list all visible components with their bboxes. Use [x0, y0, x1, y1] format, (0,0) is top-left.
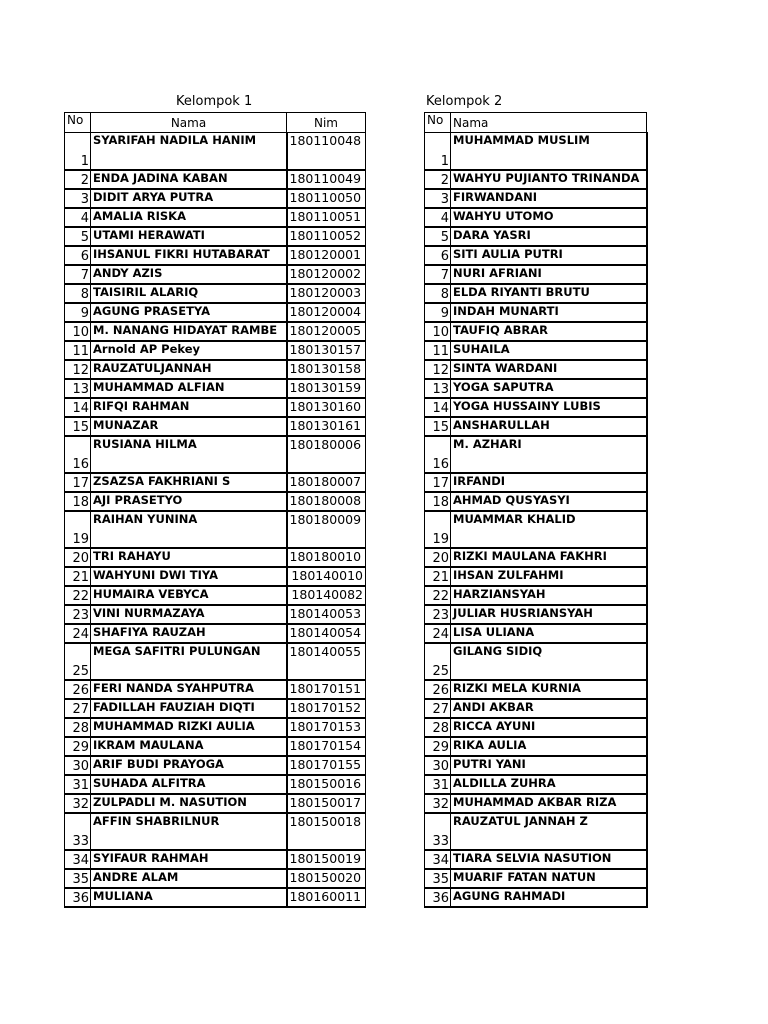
row-number: 23: [425, 605, 451, 624]
row-number: 6: [425, 246, 451, 265]
row-number: 19: [425, 511, 451, 548]
row-number: 28: [65, 718, 91, 737]
group2-header-row: [425, 113, 647, 133]
table-row: [425, 605, 647, 624]
row-number: 21: [65, 567, 91, 586]
row-number: 9: [65, 303, 91, 322]
row-number: 14: [425, 398, 451, 417]
table-row: [425, 567, 647, 586]
row-number: 10: [65, 322, 91, 341]
row-number: 8: [65, 284, 91, 303]
table-row: [65, 756, 366, 775]
student-nim: 180110049: [287, 170, 366, 189]
row-number: 17: [65, 473, 91, 492]
table-row: [65, 189, 366, 208]
student-name: MEGA SAFITRI PULUNGAN: [91, 643, 287, 680]
student-name: SINTA WARDANI: [451, 360, 647, 379]
student-nim: 180130160: [287, 398, 366, 417]
row-number: 27: [65, 699, 91, 718]
table-row: [65, 794, 366, 813]
student-name: ANDI AKBAR: [451, 699, 647, 718]
student-name: AGUNG PRASETYA: [91, 303, 287, 322]
student-name: RAUZATULJANNAH: [91, 360, 287, 379]
student-name: TIARA SELVIA NASUTION: [451, 850, 647, 869]
student-nim: 180180006: [287, 436, 366, 473]
table-row: [65, 586, 366, 605]
table-row: [425, 624, 647, 643]
table-row: [65, 813, 366, 850]
student-name: ALDILLA ZUHRA: [451, 775, 647, 794]
student-name: VINI NURMAZAYA: [91, 605, 287, 624]
student-nim: 180120001: [287, 246, 366, 265]
student-nim: 180120003: [287, 284, 366, 303]
table-row: [425, 737, 647, 756]
student-nim: 180170153: [287, 718, 366, 737]
row-number: 22: [65, 586, 91, 605]
student-nim: 180170151: [287, 680, 366, 699]
row-number: 1: [425, 133, 451, 170]
row-number: 25: [425, 643, 451, 680]
row-number: 19: [65, 511, 91, 548]
student-name: JULIAR HUSRIANSYAH: [451, 605, 647, 624]
student-name: MUHAMMAD MUSLIM: [451, 133, 647, 170]
student-name: ANSHARULLAH: [451, 417, 647, 436]
student-name: HUMAIRA VEBYCA: [91, 586, 287, 605]
student-nim: 180150018: [287, 813, 366, 850]
row-number: 9: [425, 303, 451, 322]
student-name: GILANG SIDIQ: [451, 643, 647, 680]
table-row: [425, 303, 647, 322]
table-row: [65, 133, 366, 170]
table-row: [425, 794, 647, 813]
table-row: [65, 567, 366, 586]
student-name: AGUNG RAHMADI: [451, 888, 647, 907]
student-name: INDAH MUNARTI: [451, 303, 647, 322]
student-nim: 180140055: [287, 643, 366, 680]
row-number: 17: [425, 473, 451, 492]
student-name: RUSIANA HILMA: [91, 436, 287, 473]
student-name: RIFQI RAHMAN: [91, 398, 287, 417]
student-name: AFFIN SHABRILNUR: [91, 813, 287, 850]
student-nim: 180170152: [287, 699, 366, 718]
student-name: AMALIA RISKA: [91, 208, 287, 227]
table-row: [65, 850, 366, 869]
row-number: 32: [425, 794, 451, 813]
student-nim: 180130157: [287, 341, 366, 360]
row-number: 34: [65, 850, 91, 869]
row-number: 29: [65, 737, 91, 756]
student-name: RIKA AULIA: [451, 737, 647, 756]
student-name: MUNAZAR: [91, 417, 287, 436]
row-number: 34: [425, 850, 451, 869]
row-number: 18: [65, 492, 91, 511]
student-name: M. AZHARI: [451, 436, 647, 473]
table-row: [425, 284, 647, 303]
student-name: ZSAZSA FAKHRIANI S: [91, 473, 287, 492]
row-number: 26: [65, 680, 91, 699]
table-row: [65, 718, 366, 737]
student-nim: 180120005: [287, 322, 366, 341]
row-number: 7: [65, 265, 91, 284]
table-row: [65, 624, 366, 643]
row-number: 20: [65, 548, 91, 567]
row-number: 31: [65, 775, 91, 794]
row-number: 1: [65, 133, 91, 170]
student-name: FIRWANDANI: [451, 189, 647, 208]
student-name: SUHAILA: [451, 341, 647, 360]
row-number: 3: [425, 189, 451, 208]
row-number: 36: [425, 888, 451, 907]
table-row: [425, 775, 647, 794]
row-number: 31: [425, 775, 451, 794]
row-number: 6: [65, 246, 91, 265]
student-name: WAHYU UTOMO: [451, 208, 647, 227]
row-number: 18: [425, 492, 451, 511]
student-name: TRI RAHAYU: [91, 548, 287, 567]
table-row: [65, 492, 366, 511]
student-nim: 180140010: [287, 567, 366, 586]
student-name: TAISIRIL ALARIQ: [91, 284, 287, 303]
row-number: 35: [65, 869, 91, 888]
table-row: [65, 398, 366, 417]
table-row: [65, 417, 366, 436]
student-nim: 180140054: [287, 624, 366, 643]
student-name: ELDA RIYANTI BRUTU: [451, 284, 647, 303]
group2-title: Kelompok 2: [426, 94, 503, 109]
table-row: [425, 548, 647, 567]
row-number: 4: [65, 208, 91, 227]
row-number: 33: [425, 813, 451, 850]
row-number: 5: [65, 227, 91, 246]
row-number: 26: [425, 680, 451, 699]
header-nim: Nim: [287, 113, 366, 133]
student-nim: 180110051: [287, 208, 366, 227]
table-row: [65, 869, 366, 888]
student-nim: 180150019: [287, 850, 366, 869]
student-name: WAHYU PUJIANTO TRINANDA: [451, 170, 647, 189]
student-nim: 180180010: [287, 548, 366, 567]
student-name: HARZIANSYAH: [451, 586, 647, 605]
student-name: IHSAN ZULFAHMI: [451, 567, 647, 586]
row-number: 8: [425, 284, 451, 303]
student-name: LISA ULIANA: [451, 624, 647, 643]
row-number: 21: [425, 567, 451, 586]
row-number: 11: [425, 341, 451, 360]
header-no: No: [65, 113, 91, 133]
student-name: AHMAD QUSYASYI: [451, 492, 647, 511]
group1-title: Kelompok 1: [176, 94, 253, 109]
row-number: 28: [425, 718, 451, 737]
table-row: [65, 208, 366, 227]
row-number: 2: [425, 170, 451, 189]
row-number: 22: [425, 586, 451, 605]
row-number: 14: [65, 398, 91, 417]
table-row: [65, 436, 366, 473]
table-row: [425, 398, 647, 417]
table-row: [425, 227, 647, 246]
student-name: RAUZATUL JANNAH Z: [451, 813, 647, 850]
row-number: 20: [425, 548, 451, 567]
student-nim: 180180007: [287, 473, 366, 492]
student-name: UTAMI HERAWATI: [91, 227, 287, 246]
table-row: [425, 869, 647, 888]
table-row: [425, 360, 647, 379]
student-name: FERI NANDA SYAHPUTRA: [91, 680, 287, 699]
student-name: ZULPADLI M. NASUTION: [91, 794, 287, 813]
table-row: [425, 473, 647, 492]
table-row: [425, 699, 647, 718]
student-name: MUAMMAR KHALID: [451, 511, 647, 548]
header-nama: Nama: [451, 113, 647, 133]
student-nim: 180150016: [287, 775, 366, 794]
row-number: 12: [425, 360, 451, 379]
table-row: [65, 284, 366, 303]
row-number: 2: [65, 170, 91, 189]
student-nim: 180170155: [287, 756, 366, 775]
student-nim: 180110050: [287, 189, 366, 208]
table-row: [65, 341, 366, 360]
table-row: [425, 265, 647, 284]
student-nim: 180130159: [287, 379, 366, 398]
student-name: RICCA AYUNI: [451, 718, 647, 737]
student-name: MULIANA: [91, 888, 287, 907]
table-row: [425, 208, 647, 227]
row-number: 24: [425, 624, 451, 643]
table-row: [425, 417, 647, 436]
table-row: [425, 511, 647, 548]
student-nim: 180150017: [287, 794, 366, 813]
table-row: [65, 511, 366, 548]
student-nim: 180140053: [287, 605, 366, 624]
table-row: [425, 718, 647, 737]
student-name: MUHAMMAD AKBAR RIZA: [451, 794, 647, 813]
student-name: DIDIT ARYA PUTRA: [91, 189, 287, 208]
student-name: RIZKI MAULANA FAKHRI: [451, 548, 647, 567]
table-row: [425, 170, 647, 189]
table-row: [65, 605, 366, 624]
row-number: 29: [425, 737, 451, 756]
student-nim: 180180009: [287, 511, 366, 548]
student-name: Arnold AP Pekey: [91, 341, 287, 360]
table-row: [425, 850, 647, 869]
table-row: [425, 322, 647, 341]
table-row: [65, 888, 366, 907]
student-name: FADILLAH FAUZIAH DIQTI: [91, 699, 287, 718]
student-name: PUTRI YANI: [451, 756, 647, 775]
student-name: M. NANANG HIDAYAT RAMBE: [91, 322, 287, 341]
row-number: 30: [65, 756, 91, 775]
student-name: IHSANUL FIKRI HUTABARAT: [91, 246, 287, 265]
row-number: 16: [425, 436, 451, 473]
table-row: [65, 699, 366, 718]
student-name: SITI AULIA PUTRI: [451, 246, 647, 265]
row-number: 27: [425, 699, 451, 718]
student-name: TAUFIQ ABRAR: [451, 322, 647, 341]
student-name: SYARIFAH NADILA HANIM: [91, 133, 287, 170]
row-number: 23: [65, 605, 91, 624]
row-number: 7: [425, 265, 451, 284]
header-nama: Nama: [91, 113, 287, 133]
table-row: [65, 775, 366, 794]
student-name: SHAFIYA RAUZAH: [91, 624, 287, 643]
student-nim: 180150020: [287, 869, 366, 888]
student-name: WAHYUNI DWI TIYA: [91, 567, 287, 586]
student-name: MUHAMMAD ALFIAN: [91, 379, 287, 398]
row-number: 15: [425, 417, 451, 436]
table-row: [65, 227, 366, 246]
row-number: 16: [65, 436, 91, 473]
student-name: NURI AFRIANI: [451, 265, 647, 284]
student-name: RIZKI MELA KURNIA: [451, 680, 647, 699]
student-name: MUHAMMAD RIZKI AULIA: [91, 718, 287, 737]
table-row: [425, 756, 647, 775]
table-row: [425, 586, 647, 605]
student-nim: 180170154: [287, 737, 366, 756]
table-row: [425, 888, 647, 907]
student-name: ENDA JADINA KABAN: [91, 170, 287, 189]
row-number: 15: [65, 417, 91, 436]
row-number: 12: [65, 360, 91, 379]
student-nim: 180140082: [287, 586, 366, 605]
row-number: 11: [65, 341, 91, 360]
row-number: 33: [65, 813, 91, 850]
table-row: [425, 246, 647, 265]
table-row: [425, 379, 647, 398]
student-nim: 180110052: [287, 227, 366, 246]
student-name: YOGA SAPUTRA: [451, 379, 647, 398]
student-name: YOGA HUSSAINY LUBIS: [451, 398, 647, 417]
table-row: [65, 643, 366, 680]
student-name: RAIHAN YUNINA: [91, 511, 287, 548]
row-number: 25: [65, 643, 91, 680]
row-number: 3: [65, 189, 91, 208]
table-row: [65, 360, 366, 379]
table-row: [65, 303, 366, 322]
table-row: [65, 170, 366, 189]
student-name: IKRAM MAULANA: [91, 737, 287, 756]
student-nim: 180130158: [287, 360, 366, 379]
table-row: [425, 643, 647, 680]
student-name: SYIFAUR RAHMAH: [91, 850, 287, 869]
table-row: [425, 680, 647, 699]
table-row: [65, 680, 366, 699]
table-row: [65, 265, 366, 284]
table-row: [65, 473, 366, 492]
student-name: ANDRE ALAM: [91, 869, 287, 888]
group1-table: [64, 112, 366, 908]
row-number: 10: [425, 322, 451, 341]
row-number: 24: [65, 624, 91, 643]
header-no: No: [425, 113, 451, 133]
group2-table: [424, 112, 648, 908]
row-number: 5: [425, 227, 451, 246]
student-nim: 180120002: [287, 265, 366, 284]
row-number: 30: [425, 756, 451, 775]
student-nim: 180110048: [287, 133, 366, 170]
row-number: 13: [425, 379, 451, 398]
student-nim: 180160011: [287, 888, 366, 907]
table-row: [65, 737, 366, 756]
student-name: IRFANDI: [451, 473, 647, 492]
student-nim: 180130161: [287, 417, 366, 436]
row-number: 4: [425, 208, 451, 227]
table-row: [65, 322, 366, 341]
group1-header-row: [65, 113, 366, 133]
table-row: [425, 133, 647, 170]
table-row: [425, 341, 647, 360]
student-name: AJI PRASETYO: [91, 492, 287, 511]
table-row: [425, 436, 647, 473]
student-name: ANDY AZIS: [91, 265, 287, 284]
student-name: SUHADA ALFITRA: [91, 775, 287, 794]
student-name: DARA YASRI: [451, 227, 647, 246]
row-number: 35: [425, 869, 451, 888]
student-name: ARIF BUDI PRAYOGA: [91, 756, 287, 775]
student-nim: 180120004: [287, 303, 366, 322]
table-row: [425, 492, 647, 511]
student-name: MUARIF FATAN NATUN: [451, 869, 647, 888]
table-row: [65, 246, 366, 265]
row-number: 13: [65, 379, 91, 398]
student-nim: 180180008: [287, 492, 366, 511]
row-number: 32: [65, 794, 91, 813]
table-row: [65, 379, 366, 398]
table-row: [65, 548, 366, 567]
table-row: [425, 189, 647, 208]
row-number: 36: [65, 888, 91, 907]
table-row: [425, 813, 647, 850]
